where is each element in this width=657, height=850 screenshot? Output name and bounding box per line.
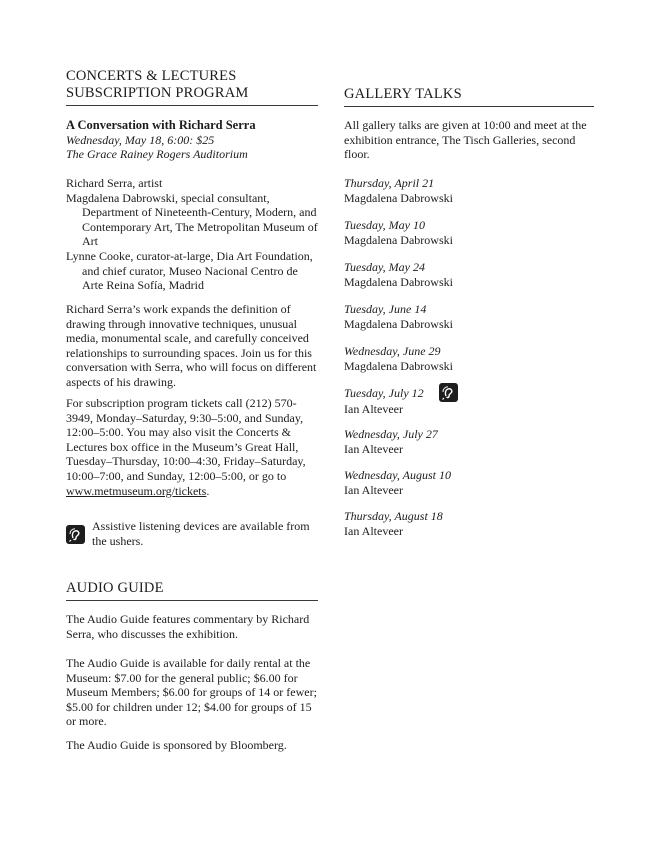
participant: Magdalena Dabrowski, special consultant, Department of Nineteenth-Century, Modern, and Contemporary Art, The Metropolitan Museum of Art xyxy=(66,190,318,249)
description-text: Richard Serra’s work expands the definition of drawing through innovative techniques, unusual media, monumental scale, and carefully conceived relationships to surrounding spaces. Join us for this conversation with Serra, who will focus on different aspects of his drawing. xyxy=(66,302,317,389)
assistive-note xyxy=(66,519,318,548)
talk-speaker: Magdalena Dabrowski xyxy=(344,190,453,205)
talk-speaker: Ian Alteveer xyxy=(344,401,403,416)
gallery-talks-intro xyxy=(344,118,594,162)
talk-date-text: Tuesday, July 12 xyxy=(344,386,424,400)
concerts-heading xyxy=(66,68,318,106)
audio-guide-intro xyxy=(66,612,318,641)
audio-guide-sponsor xyxy=(66,738,318,753)
event-description xyxy=(66,302,318,390)
talk-item xyxy=(344,344,594,373)
talk-date: Thursday, April 21 xyxy=(344,176,435,190)
tickets-text-block xyxy=(66,396,318,498)
tickets-text: For subscription program tickets call (212) 570-3949, Monday–Saturday, 9:30–5:00, and Sunday, 12:00–5:00. You may also visit the Concerts & Lectures box office in the Museum’s Great Hall, Tuesday–Thursday, 10:00–4:30, Friday–Saturday, 10:00–7:00, and Sunday, 12:00–5:00, or go to xyxy=(66,396,306,483)
talk-speaker: Ian Alteveer xyxy=(344,482,403,497)
talk-date: Wednesday, July 27 xyxy=(344,427,438,441)
participant: Lynne Cooke, curator-at-large, Dia Art Foundation, and chief curator, Museo Nacional Centro de Arte Reina Sofía, Madrid xyxy=(66,248,313,293)
tickets-end: . xyxy=(206,483,210,498)
audio-sponsor-text: The Audio Guide is sponsored by Bloomberg. xyxy=(66,738,287,752)
talk-date: Wednesday, August 10 xyxy=(344,468,451,482)
hearing-assistance-icon xyxy=(439,383,458,402)
event-title: A Conversation with Richard Serra xyxy=(66,118,256,132)
talk-item xyxy=(344,260,594,289)
talk-date: Tuesday, May 10 xyxy=(344,218,425,232)
concerts-heading-line2: SUBSCRIPTION PROGRAM xyxy=(66,85,249,101)
talk-item xyxy=(344,468,594,497)
talk-speaker: Ian Alteveer xyxy=(344,523,403,538)
talk-date: Wednesday, June 29 xyxy=(344,344,441,358)
talk-item xyxy=(344,427,594,456)
talk-item xyxy=(344,302,594,331)
assistive-text: Assistive listening devices are available from the ushers. xyxy=(92,519,310,548)
talk-date: Tuesday, June 14 xyxy=(344,302,427,316)
event-date: Wednesday, May 18, 6:00: $25 xyxy=(66,132,215,147)
talk-speaker: Magdalena Dabrowski xyxy=(344,232,453,247)
hearing-assistance-icon xyxy=(66,525,85,544)
talk-speaker: Magdalena Dabrowski xyxy=(344,316,453,331)
audio-pricing-text: The Audio Guide is available for daily rental at the Museum: $7.00 for the general public; $6.00 for Museum Members; $6.00 for groups of 14 or fewer; $5.00 for children under 12; $4.00 for groups of 15 or more. xyxy=(66,656,317,729)
talk-item xyxy=(344,218,594,247)
talk-speaker: Magdalena Dabrowski xyxy=(344,274,453,289)
gallery-intro-text: All gallery talks are given at 10:00 and meet at the exhibition entrance, The Tisch Galleries, second floor. xyxy=(344,118,587,162)
tickets-info xyxy=(66,396,318,498)
tickets-link[interactable]: www.metmuseum.org/tickets xyxy=(66,483,207,498)
talk-item xyxy=(344,509,594,538)
audio-guide-pricing xyxy=(66,656,318,729)
concerts-heading-line1: CONCERTS & LECTURES xyxy=(66,68,237,84)
participant: Richard Serra, artist xyxy=(66,176,163,190)
event-venue: The Grace Rainey Rogers Auditorium xyxy=(66,147,248,162)
talk-item xyxy=(344,386,594,416)
talk-date xyxy=(344,386,594,402)
talk-speaker: Magdalena Dabrowski xyxy=(344,358,453,373)
talk-item xyxy=(344,176,594,205)
talk-speaker: Ian Alteveer xyxy=(344,441,403,456)
event-info xyxy=(66,118,318,162)
talk-date: Thursday, August 18 xyxy=(344,509,443,523)
audio-guide-heading: AUDIO GUIDE xyxy=(66,580,318,601)
gallery-talks-heading: GALLERY TALKS xyxy=(344,86,594,107)
audio-intro-text: The Audio Guide features commentary by Richard Serra, who discusses the exhibition. xyxy=(66,612,310,641)
talk-date: Tuesday, May 24 xyxy=(344,260,425,274)
participants-list xyxy=(66,176,318,293)
